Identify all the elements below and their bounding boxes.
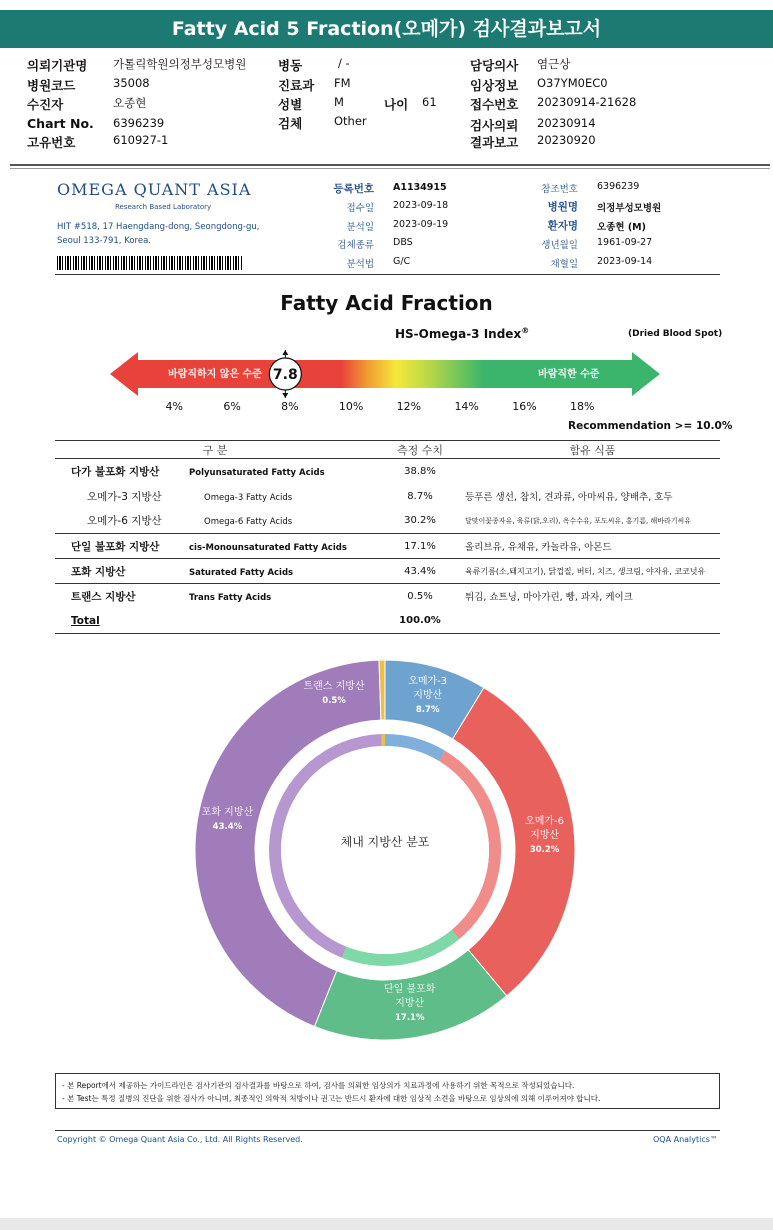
total-foods: [465, 609, 720, 634]
row-category: [55, 559, 375, 584]
uid-label: 고유번호: [27, 135, 76, 150]
specimen-label: 검체: [278, 116, 303, 131]
row-en-name: Omega-6 Fatty Acids: [204, 517, 293, 528]
info-divider: [10, 164, 770, 166]
total-label-text: Total: [71, 614, 100, 627]
method-label: 분석법: [346, 259, 374, 270]
request-value: 20230914: [537, 116, 596, 130]
row-foods: [465, 459, 720, 484]
donut-center: [281, 746, 489, 954]
row-pct: 17.1%: [375, 534, 465, 559]
report-date-value: 20230920: [537, 133, 596, 147]
gauge-good-label: 바람직한 수준: [538, 369, 600, 380]
dbs-label: (Dried Blood Spot): [628, 329, 723, 339]
row-foods: 등푸른 생선, 참치, 견과류, 아마씨유, 양배추, 호두: [465, 492, 673, 503]
ward-value: / -: [338, 56, 350, 70]
doctor-value: 염근상: [537, 57, 571, 71]
table-row: [55, 509, 720, 534]
lab-address-line1: HIT #518, 17 Haengdang-dong, Seongdong-gu,: [57, 222, 260, 232]
gauge-tick: 14%: [454, 400, 479, 413]
institution-value: 가톨릭학원의정부성모병원: [113, 57, 247, 71]
page-divider: [10, 168, 770, 169]
fatty-acid-donut-chart: [195, 660, 575, 1040]
patient-name-label: 환자명: [547, 220, 578, 232]
row-en-name: Polyunsaturated Fatty Acids: [189, 467, 325, 478]
patient-label: 수진자: [27, 97, 64, 112]
footer-divider: [55, 1130, 720, 1131]
row-kr-name: 오메가-6 지방산: [87, 515, 162, 528]
donut-label-name: 오메가-6: [525, 816, 565, 828]
header-foods: 함유 식품: [465, 441, 720, 459]
receipt-value: 20230914-21628: [537, 95, 637, 109]
receipt-label: 접수번호: [470, 97, 519, 112]
gauge-tick: 4%: [165, 400, 183, 413]
table-body: [55, 459, 720, 609]
donut-label: [525, 814, 564, 855]
clinical-value: O37YM0EC0: [537, 76, 608, 90]
total-value: 100.0%: [375, 609, 465, 634]
gauge-tick: 10%: [338, 400, 364, 413]
registration-divider: [55, 274, 720, 275]
row-category: [55, 509, 375, 534]
row-kr-name: 오메가-3 지방산: [87, 490, 162, 503]
gauge-tick: 6%: [223, 400, 241, 413]
report-title: Fatty Acid 5 Fraction(오메가) 검사결과보고서: [0, 10, 773, 48]
dept-label: 진료과: [278, 78, 315, 93]
table-row: [55, 584, 720, 609]
barcode: [57, 256, 242, 270]
donut-label-name: 트랜스 지방산: [303, 681, 365, 693]
row-pct: 8.7%: [407, 490, 433, 502]
table-row: [55, 559, 720, 584]
header-category: 구 분: [55, 441, 375, 459]
gauge-value-marker: [269, 350, 301, 398]
received-value: 2023-09-18: [393, 200, 449, 211]
row-foods: 육류기름(소,돼지고기), 닭껍질, 버터, 치즈, 생크림, 야자유, 코코넛유: [465, 559, 720, 584]
age-label: 나이: [384, 97, 409, 112]
row-en-name: Trans Fatty Acids: [189, 592, 272, 603]
table-row: [55, 534, 720, 559]
row-en-name: Saturated Fatty Acids: [189, 567, 294, 578]
donut-label-value: 0.5%: [322, 696, 346, 707]
donut-slice-inner: [381, 734, 385, 746]
collected-value: 2023-09-14: [597, 256, 653, 267]
hospital-code-label: 병원코드: [27, 78, 76, 93]
specimen-value: Other: [334, 114, 367, 128]
method-value: G/C: [393, 256, 411, 267]
recommendation: Recommendation >= 10.0%: [568, 420, 733, 432]
gauge-tick: 8%: [281, 400, 299, 413]
collected-label: 채혈일: [550, 259, 578, 270]
marker-arrow-up: [282, 350, 288, 355]
table-row: [55, 484, 720, 509]
row-pct: 30.2%: [375, 509, 465, 534]
row-kr-name: 트랜스 지방산: [71, 590, 136, 603]
index-title: [395, 326, 529, 341]
report-date-label: 결과보고: [470, 135, 519, 150]
sample-label: 검체종류: [337, 240, 374, 251]
chart-no-label: Chart No.: [27, 116, 94, 131]
total-row: [55, 609, 720, 634]
age-value: 61: [422, 95, 437, 109]
dob-label: 생년월일: [541, 240, 578, 251]
donut-label-name: 단일 불포화: [383, 984, 436, 996]
dept-value: FM: [334, 76, 351, 90]
footer-brand: OQA Analytics™: [653, 1135, 718, 1144]
header-measured: 측정 수치: [375, 441, 465, 459]
patient-info: [0, 52, 773, 164]
ref-label: 참조번호: [541, 184, 578, 195]
page-bottom-band: [0, 1218, 773, 1230]
row-kr-name: 다가 불포화 지방산: [71, 465, 160, 478]
reg-no-value: A1134915: [393, 182, 447, 193]
request-label: 검사의뢰: [470, 118, 519, 133]
marker-value: 7.8: [272, 367, 298, 383]
marker-arrow-down: [282, 393, 288, 398]
sex-label: 성별: [278, 97, 303, 112]
ref-value: 6396239: [597, 181, 640, 192]
copyright: Copyright © Omega Quant Asia Co., Ltd. All Rights Reserved.: [57, 1135, 303, 1144]
donut-label-name: 오메가-3: [408, 675, 448, 687]
omega3-index-gauge: [110, 350, 660, 398]
reg-no-label: 등록번호: [333, 183, 374, 195]
hospital-code-value: 35008: [113, 76, 150, 90]
gauge-tick: 16%: [512, 400, 537, 413]
row-pct: 43.4%: [375, 559, 465, 584]
row-pct: 38.8%: [404, 465, 436, 477]
received-label: 접수일: [346, 203, 374, 214]
institution-label: 의뢰기관명: [27, 58, 88, 73]
hospital-name-label: 병원명: [547, 201, 578, 213]
donut-label-name: 포화 지방산: [201, 807, 254, 819]
doctor-label: 담당의사: [470, 58, 519, 73]
donut-label-value: 30.2%: [529, 845, 560, 856]
index-title-sup: ®: [521, 326, 530, 335]
total-label: [55, 609, 375, 634]
donut-label-name: 지방산: [395, 998, 425, 1010]
row-category: [55, 584, 375, 609]
donut-label-name: 지방산: [413, 689, 443, 701]
row-category: [55, 534, 375, 559]
row-category: [55, 459, 375, 484]
clinical-label: 임상정보: [470, 78, 519, 93]
donut-label-name: 지방산: [530, 830, 560, 842]
uid-value: 610927-1: [113, 133, 169, 147]
chart-no-value: 6396239: [113, 116, 165, 130]
donut-label-value: 43.4%: [212, 822, 243, 833]
donut-label-value: 17.1%: [394, 1013, 425, 1024]
row-kr-name: 포화 지방산: [71, 565, 126, 578]
index-title-text: HS-Omega-3 Index: [395, 327, 522, 341]
note-line-1: - 본 Report에서 제공하는 가이드라인은 검사기관의 검사결과를 바탕으로 하여, 검사를 의뢰한 임상의가 치료과정에 사용하기 위한 목적으로 작성되었습니다.: [62, 1081, 575, 1090]
row-category: [55, 484, 375, 509]
lab-logo-sub: Research Based Laboratory: [115, 203, 212, 211]
sample-value: DBS: [393, 237, 413, 248]
lab-logo: OMEGA QUANT ASIA: [57, 180, 252, 199]
dob-value: 1961-09-27: [597, 237, 653, 248]
patient-value: 오종현: [113, 96, 147, 110]
table-header: [55, 441, 720, 459]
section-title: Fatty Acid Fraction: [280, 291, 493, 315]
row-en-name: cis-Monounsaturated Fatty Acids: [189, 542, 347, 553]
analyzed-label: 분석일: [346, 222, 374, 233]
analyzed-value: 2023-09-19: [393, 219, 449, 230]
row-kr-name: 단일 불포화 지방산: [71, 540, 160, 553]
table-row: [55, 459, 720, 484]
disclaimer-notes: [55, 1073, 720, 1109]
note-line-2: - 본 Test는 특정 질병의 진단을 위한 검사가 아니며, 최종적인 의학적 처방이나 권고는 반드시 환자에 대한 임상적 소견을 바탕으로 임상의에 의해 이루어져야 합니다.: [62, 1094, 601, 1103]
sex-value: M: [334, 95, 344, 109]
gauge-tick: 12%: [396, 400, 422, 413]
gauge-bad-label: 바람직하지 않은 수준: [168, 369, 262, 380]
row-foods: 튀김, 쇼트닝, 마아가린, 빵, 과자, 케이크: [465, 592, 633, 604]
lab-address-line2: Seoul 133-791, Korea.: [57, 236, 151, 246]
donut-label-value: 8.7%: [415, 704, 440, 715]
row-foods: 달맞이꽃종자유, 육류(닭,오리), 옥수수유, 포도씨유, 홍기름, 해바라기씨유: [465, 509, 720, 534]
row-en-name: Omega-3 Fatty Acids: [204, 492, 293, 503]
donut-center-label: 체내 지방산 분포: [340, 835, 430, 849]
row-pct: 0.5%: [407, 590, 433, 602]
hospital-name-value: 의정부성모병원: [597, 203, 662, 214]
fraction-table: [55, 440, 720, 634]
gauge-tick: 18%: [570, 400, 595, 413]
patient-name-value: 오종현 (M): [597, 222, 646, 233]
ward-label: 병동: [278, 58, 303, 73]
row-foods: 올리브유, 유채유, 카놀라유, 아몬드: [465, 534, 720, 559]
